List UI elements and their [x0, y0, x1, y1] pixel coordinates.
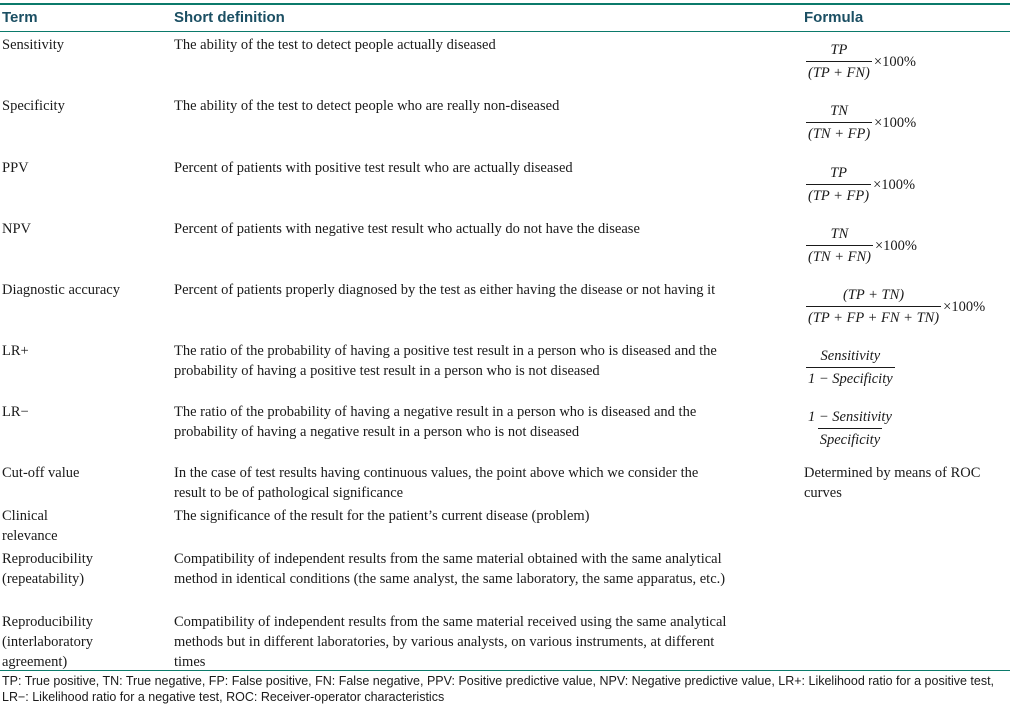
- definition-sensitivity: The ability of the test to detect people actually diseased: [174, 37, 496, 53]
- formula-multiplier: ×100%: [943, 298, 986, 315]
- term-lr-positive: LR+: [2, 343, 29, 359]
- term-diagnostic-accuracy: Diagnostic accuracy: [2, 282, 120, 298]
- formula-denominator: (TP + FP): [806, 184, 871, 205]
- formula-ppv: [806, 164, 915, 205]
- formula-numerator: TN: [830, 103, 848, 119]
- definition-lr-positive: The ratio of the probability of having a positive test result in a person who is diseased and the probability of having a positive test result in a person who is not diseased: [174, 343, 717, 379]
- formula-numerator: (TP + TN): [843, 287, 905, 303]
- definition-diagnostic-accuracy: Percent of patients properly diagnosed by the test as either having the disease or not having it: [174, 282, 716, 298]
- definition-lr-negative: The ratio of the probability of having a negative result in a person who is diseased and the probability of having a negative result in a person who is not diseased: [174, 404, 697, 440]
- formula-numerator: Sensitivity: [820, 348, 881, 364]
- formula-denominator: (TN + FN): [806, 245, 873, 266]
- term-reproducibility-repeatability: Reproducibility (repeatability): [2, 551, 94, 587]
- term-npv: NPV: [2, 221, 32, 237]
- formula-denominator: 1 − Specificity: [806, 367, 895, 388]
- table-bottom-rule: [0, 670, 1010, 671]
- definition-ppv: Percent of patients with positive test result who are actually diseased: [174, 160, 573, 176]
- formula-numerator: TP: [830, 165, 847, 181]
- formula-multiplier: ×100%: [874, 114, 917, 131]
- header-rule: [0, 31, 1010, 32]
- formula-npv: [806, 225, 917, 266]
- formula-multiplier: ×100%: [873, 176, 916, 193]
- header-term: Term: [2, 9, 38, 26]
- formula-lr-positive: [806, 347, 895, 388]
- definition-clinical-relevance: The significance of the result for the patient’s current disease (problem): [174, 508, 590, 524]
- formula-denominator: (TP + FN): [806, 61, 872, 82]
- formula-denominator: (TP + FP + FN + TN): [806, 306, 941, 327]
- table-footnote: TP: True positive, TN: True negative, FP: False positive, FN: False negative, PPV: Positive predictive value, NPV: Negative predictive value, LR+: Likelihood ratio for a positive test, LR−: Likelihood ratio for a negative test, ROC: Receiver-operator characteristics: [2, 674, 995, 704]
- term-specificity: Specificity: [2, 98, 65, 114]
- term-reproducibility-interlaboratory: Reproducibility (interlaboratory agreement): [2, 614, 94, 670]
- formula-numerator: TN: [830, 226, 849, 242]
- formula-diagnostic-accuracy: [806, 286, 985, 327]
- formula-multiplier: ×100%: [873, 53, 916, 70]
- formula-denominator: Specificity: [818, 428, 882, 449]
- formula-numerator: 1 − Sensitivity: [808, 409, 892, 425]
- term-lr-negative: LR−: [2, 404, 29, 420]
- header-definition: Short definition: [174, 9, 285, 26]
- definition-npv: Percent of patients with negative test result who actually do not have the disease: [174, 221, 640, 237]
- formula-multiplier: ×100%: [874, 237, 917, 254]
- formula-lr-negative: [806, 408, 894, 449]
- term-clinical-relevance: Clinical relevance: [2, 508, 58, 544]
- header-formula: Formula: [804, 9, 864, 26]
- formula-specificity: [806, 102, 916, 143]
- formula-denominator: (TN + FP): [806, 122, 872, 143]
- definition-specificity: The ability of the test to detect people who are really non-diseased: [174, 98, 560, 114]
- term-ppv: PPV: [2, 160, 29, 176]
- definition-cut-off-value: In the case of test results having continuous values, the point above which we consider the result to be of pathological significance: [174, 465, 699, 501]
- definition-reproducibility-interlaboratory: Compatibility of independent results from the same material received using the same analytical methods but in different laboratories, by various analysts, on various instruments, at different times: [174, 614, 727, 670]
- table-top-rule: [0, 3, 1010, 5]
- formula-cut-off-value: Determined by means of ROC curves: [804, 465, 981, 501]
- definition-reproducibility-repeatability: Compatibility of independent results from the same material obtained with the same analytical method in identical conditions (the same analyst, the same laboratory, the same apparatus, etc.): [174, 551, 726, 587]
- formula-sensitivity: [806, 41, 916, 82]
- term-sensitivity: Sensitivity: [2, 37, 65, 53]
- term-cut-off-value: Cut-off value: [2, 465, 80, 481]
- formula-numerator: TP: [830, 42, 848, 58]
